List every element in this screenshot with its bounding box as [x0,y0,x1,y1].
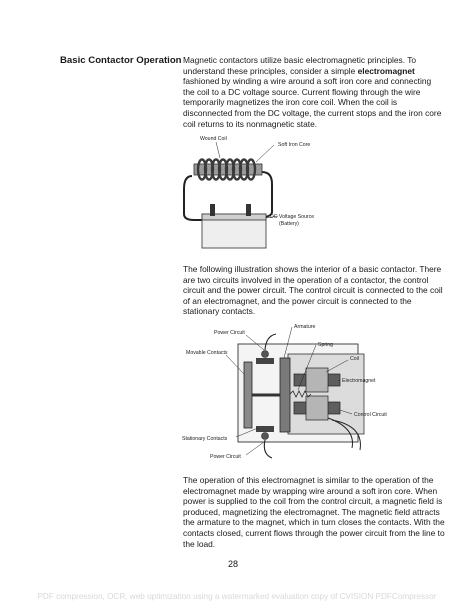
coil-label: Coil [350,356,359,362]
section-title: Basic Contactor Operation [60,55,182,66]
electromagnet-term: electromagnet [357,65,415,76]
paragraph-electromagnet-operation: The operation of this electromagnet is similar to the operation of the electromagnet made by wrapping wire around a soft iron core. When power is supplied to the coil from the control circuit, a magnetic field is produced, magnetizing the electromagnet. The magnetic field attracts the armature to the magnet, which in turn closes the contacts. With the contacts closed, current flows through the power circuit from the line to the load. [183,475,445,549]
electromagnet-label: Electromagnet [342,378,376,384]
paragraph-contactor-interior: The following illustration shows the interior of a basic contactor. There are two circuits involved in the operation of a contactor, the control circuit and the power circuit. The control circuit is connected to the coil of an electromagnet, and the power circuit is connected to the stationary contacts. [183,264,443,317]
control-circuit-label: Control Circuit [354,412,387,418]
contactor-figure [180,318,450,466]
paragraph-electromagnet-intro [183,55,445,129]
wound-coil-label: Wound Coil [200,136,227,142]
electromagnet-figure [180,134,355,254]
power-circuit-top-label: Power Circuit [214,330,245,336]
power-circuit-bottom-label: Power Circuit [210,454,241,460]
spring-label: Spring [318,342,333,348]
armature-label: Armature [294,324,316,330]
movable-contacts-label: Movable Contacts [186,350,228,356]
p1-text-start: Magnetic contactors utilize basic electromagnetic principles. To understand these principles, consider a simple [183,55,417,76]
page-number: 28 [228,559,239,569]
battery-label: (Battery) [279,221,299,227]
stationary-contacts-label: Stationary Contacts [182,436,228,442]
p1-text-end: fashioned by winding a wire around a soft iron core and connecting the coil to a DC voltage source. Current flowing through the wire temporarily magnetizes the iron core coil. When the coil is disconnected from the DC voltage, the current stops and the iron core coil returns to its nonmagnetic state. [183,76,442,129]
dc-voltage-source-label: DC Voltage Source [270,214,315,220]
watermark: PDF compression, OCR, web optimization using a watermarked evaluation copy of CVISION PDFCompressor [37,592,437,601]
soft-iron-core-label: Soft Iron Core [278,142,311,148]
